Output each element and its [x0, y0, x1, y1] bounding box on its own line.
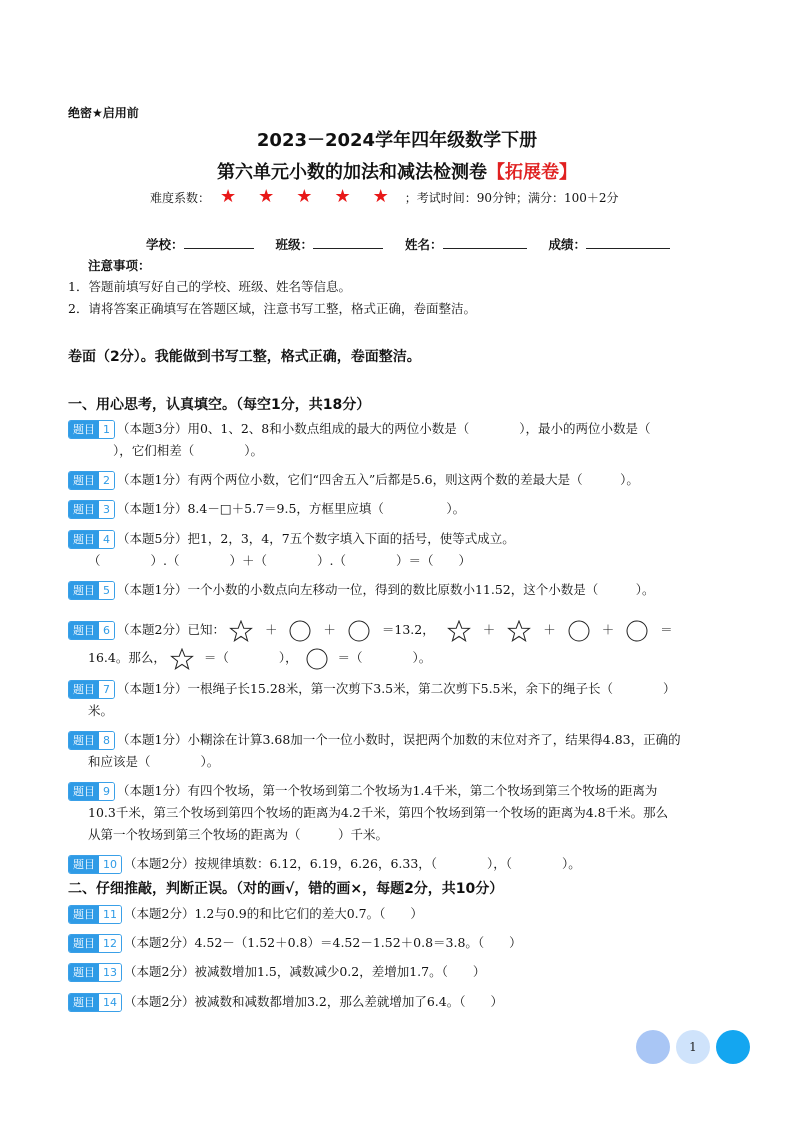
question-2: 题目 2 （本题1分）有两个两位小数，它们“四舍五入”后都是5.6，则这两个数的差最大是（ ）。	[68, 469, 738, 491]
star-shape-icon	[170, 648, 194, 670]
circle-shape-icon	[568, 620, 590, 642]
exam-meta	[150, 188, 619, 206]
question-badge: 题目 14	[68, 993, 122, 1012]
class-blank[interactable]	[313, 236, 383, 249]
neatness-section: 卷面（2分）。我能做到书写工整，格式正确，卷面整洁。	[68, 349, 421, 365]
question-badge: 题目 5	[68, 581, 115, 600]
question-4: 题目 4 （本题5分）把1，2，3，4，7五个数字填入下面的括号，使等式成立。 （ ）.（ ）＋（ ）.（ ）＝（ ）	[68, 528, 738, 572]
question-badge: 题目 6	[68, 621, 115, 640]
question-9: 题目 9 （本题1分）有四个牧场，第一个牧场到第二个牧场为1.4千米，第二个牧场到第三个牧场的距离为 10.3千米，第三个牧场到第四个牧场的距离为4.2千米，第四个牧场到第一个牧场的距离为4.8千米。那么 从第一个牧场到第三个牧场的距离为（ ）千米。	[68, 780, 738, 846]
difficulty-stars	[220, 188, 389, 206]
field-name: 姓名：	[405, 235, 527, 253]
circle-shape-icon	[348, 620, 370, 642]
circle-shape-icon	[626, 620, 648, 642]
question-badge: 题目 4	[68, 530, 115, 549]
question-10: 题目 10 （本题2分）按规律填数：6.12，6.19，6.26，6.33，（ ），（ ）。	[68, 853, 738, 875]
section-true-false: 二、仔细推敲，判断正误。（对的画√，错的画×，每题2分，共10分）	[68, 881, 504, 897]
question-badge: 题目 7	[68, 680, 115, 699]
question-12: 题目 12 （本题2分）4.52－（1.52＋0.8）＝4.52－1.52＋0.8＝3.8。（ ）	[68, 932, 738, 954]
note-item: 1．答题前填写好自己的学校、班级、姓名等信息。	[68, 279, 351, 294]
question-6: 题目 6 （本题2分）已知： ＋ ＋ ＝13.2， ＋ ＋ ＋ ＝ 16.4。那么， ＝（ ）， ＝（ ）。	[68, 616, 738, 672]
circle-shape-icon	[289, 620, 311, 642]
exam-title: 2023－2024学年四年级数学下册	[256, 130, 538, 151]
page-dot-right	[716, 1030, 750, 1064]
score-blank[interactable]	[586, 236, 670, 249]
question-11: 题目 11 （本题2分）1.2与0.9的和比它们的差大0.7。（ ）	[68, 903, 738, 925]
star-shape-icon	[447, 620, 471, 642]
question-badge: 题目 12	[68, 934, 122, 953]
question-badge: 题目 9	[68, 782, 115, 801]
question-5: 题目 5 （本题1分）一个小数的小数点向左移动一位，得到的数比原数小11.52，这个小数是（ ）。	[68, 579, 738, 601]
question-badge: 题目 13	[68, 963, 122, 982]
name-blank[interactable]	[443, 236, 527, 249]
star-icon: ★	[334, 186, 351, 207]
section-fill-blank: 一、用心思考，认真填空。（每空1分，共18分）	[68, 397, 371, 413]
exam-time-score: ；考试时间：90分钟；满分：100＋2分	[404, 190, 619, 205]
difficulty-label: 难度系数：	[150, 190, 211, 205]
question-13: 题目 13 （本题2分）被减数增加1.5，减数减少0.2，差增加1.7。（ ）	[68, 961, 738, 983]
question-3: 题目 3 （本题1分）8.4－□＋5.7＝9.5，方框里应填（ ）。	[68, 498, 738, 520]
field-school: 学校：	[146, 235, 254, 253]
question-7: 题目 7 （本题1分）一根绳子长15.28米，第一次剪下3.5米，第二次剪下5.5米，余下的绳子长（ ） 米。	[68, 678, 738, 722]
field-score: 成绩：	[549, 235, 671, 253]
question-8: 题目 8 （本题1分）小糊涂在计算3.68加一个一位小数时，误把两个加数的末位对齐了，结果得4.83，正确的 和应该是（ ）。	[68, 729, 738, 773]
star-icon: ★	[372, 186, 389, 207]
notes-heading: 注意事项：	[88, 258, 151, 273]
question-badge: 题目 11	[68, 905, 122, 924]
question-badge: 题目 3	[68, 500, 115, 519]
question-14: 题目 14 （本题2分）被减数和减数都增加3.2，那么差就增加了6.4。（ ）	[68, 991, 738, 1013]
subtitle-extension: 【拓展卷】	[487, 162, 577, 183]
confidential-label: 绝密★启用前	[68, 106, 139, 120]
circle-shape-icon	[306, 648, 328, 670]
star-shape-icon	[229, 620, 253, 642]
question-badge: 题目 8	[68, 731, 115, 750]
page-number: 1	[689, 1040, 697, 1054]
star-icon: ★	[258, 186, 275, 207]
page-dot-left	[636, 1030, 670, 1064]
star-icon: ★	[296, 186, 313, 207]
star-shape-icon	[507, 620, 531, 642]
question-1: 题目 1 （本题3分）用0、1、2、8和小数点组成的最大的两位小数是（ ），最小的两位小数是（ ），它们相差（ ）。	[68, 418, 738, 462]
page-number-badge	[636, 1030, 752, 1064]
subtitle-main: 第六单元小数的加法和减法检测卷	[217, 162, 487, 183]
student-info-fields	[146, 235, 670, 253]
question-badge: 题目 2	[68, 471, 115, 490]
star-icon: ★	[220, 186, 237, 207]
question-badge: 题目 10	[68, 855, 122, 874]
exam-subtitle	[0, 158, 794, 184]
field-class: 班级：	[276, 235, 384, 253]
note-item: 2．请将答案正确填写在答题区域，注意书写工整，格式正确，卷面整洁。	[68, 301, 476, 316]
question-badge: 题目 1	[68, 420, 115, 439]
school-blank[interactable]	[184, 236, 254, 249]
